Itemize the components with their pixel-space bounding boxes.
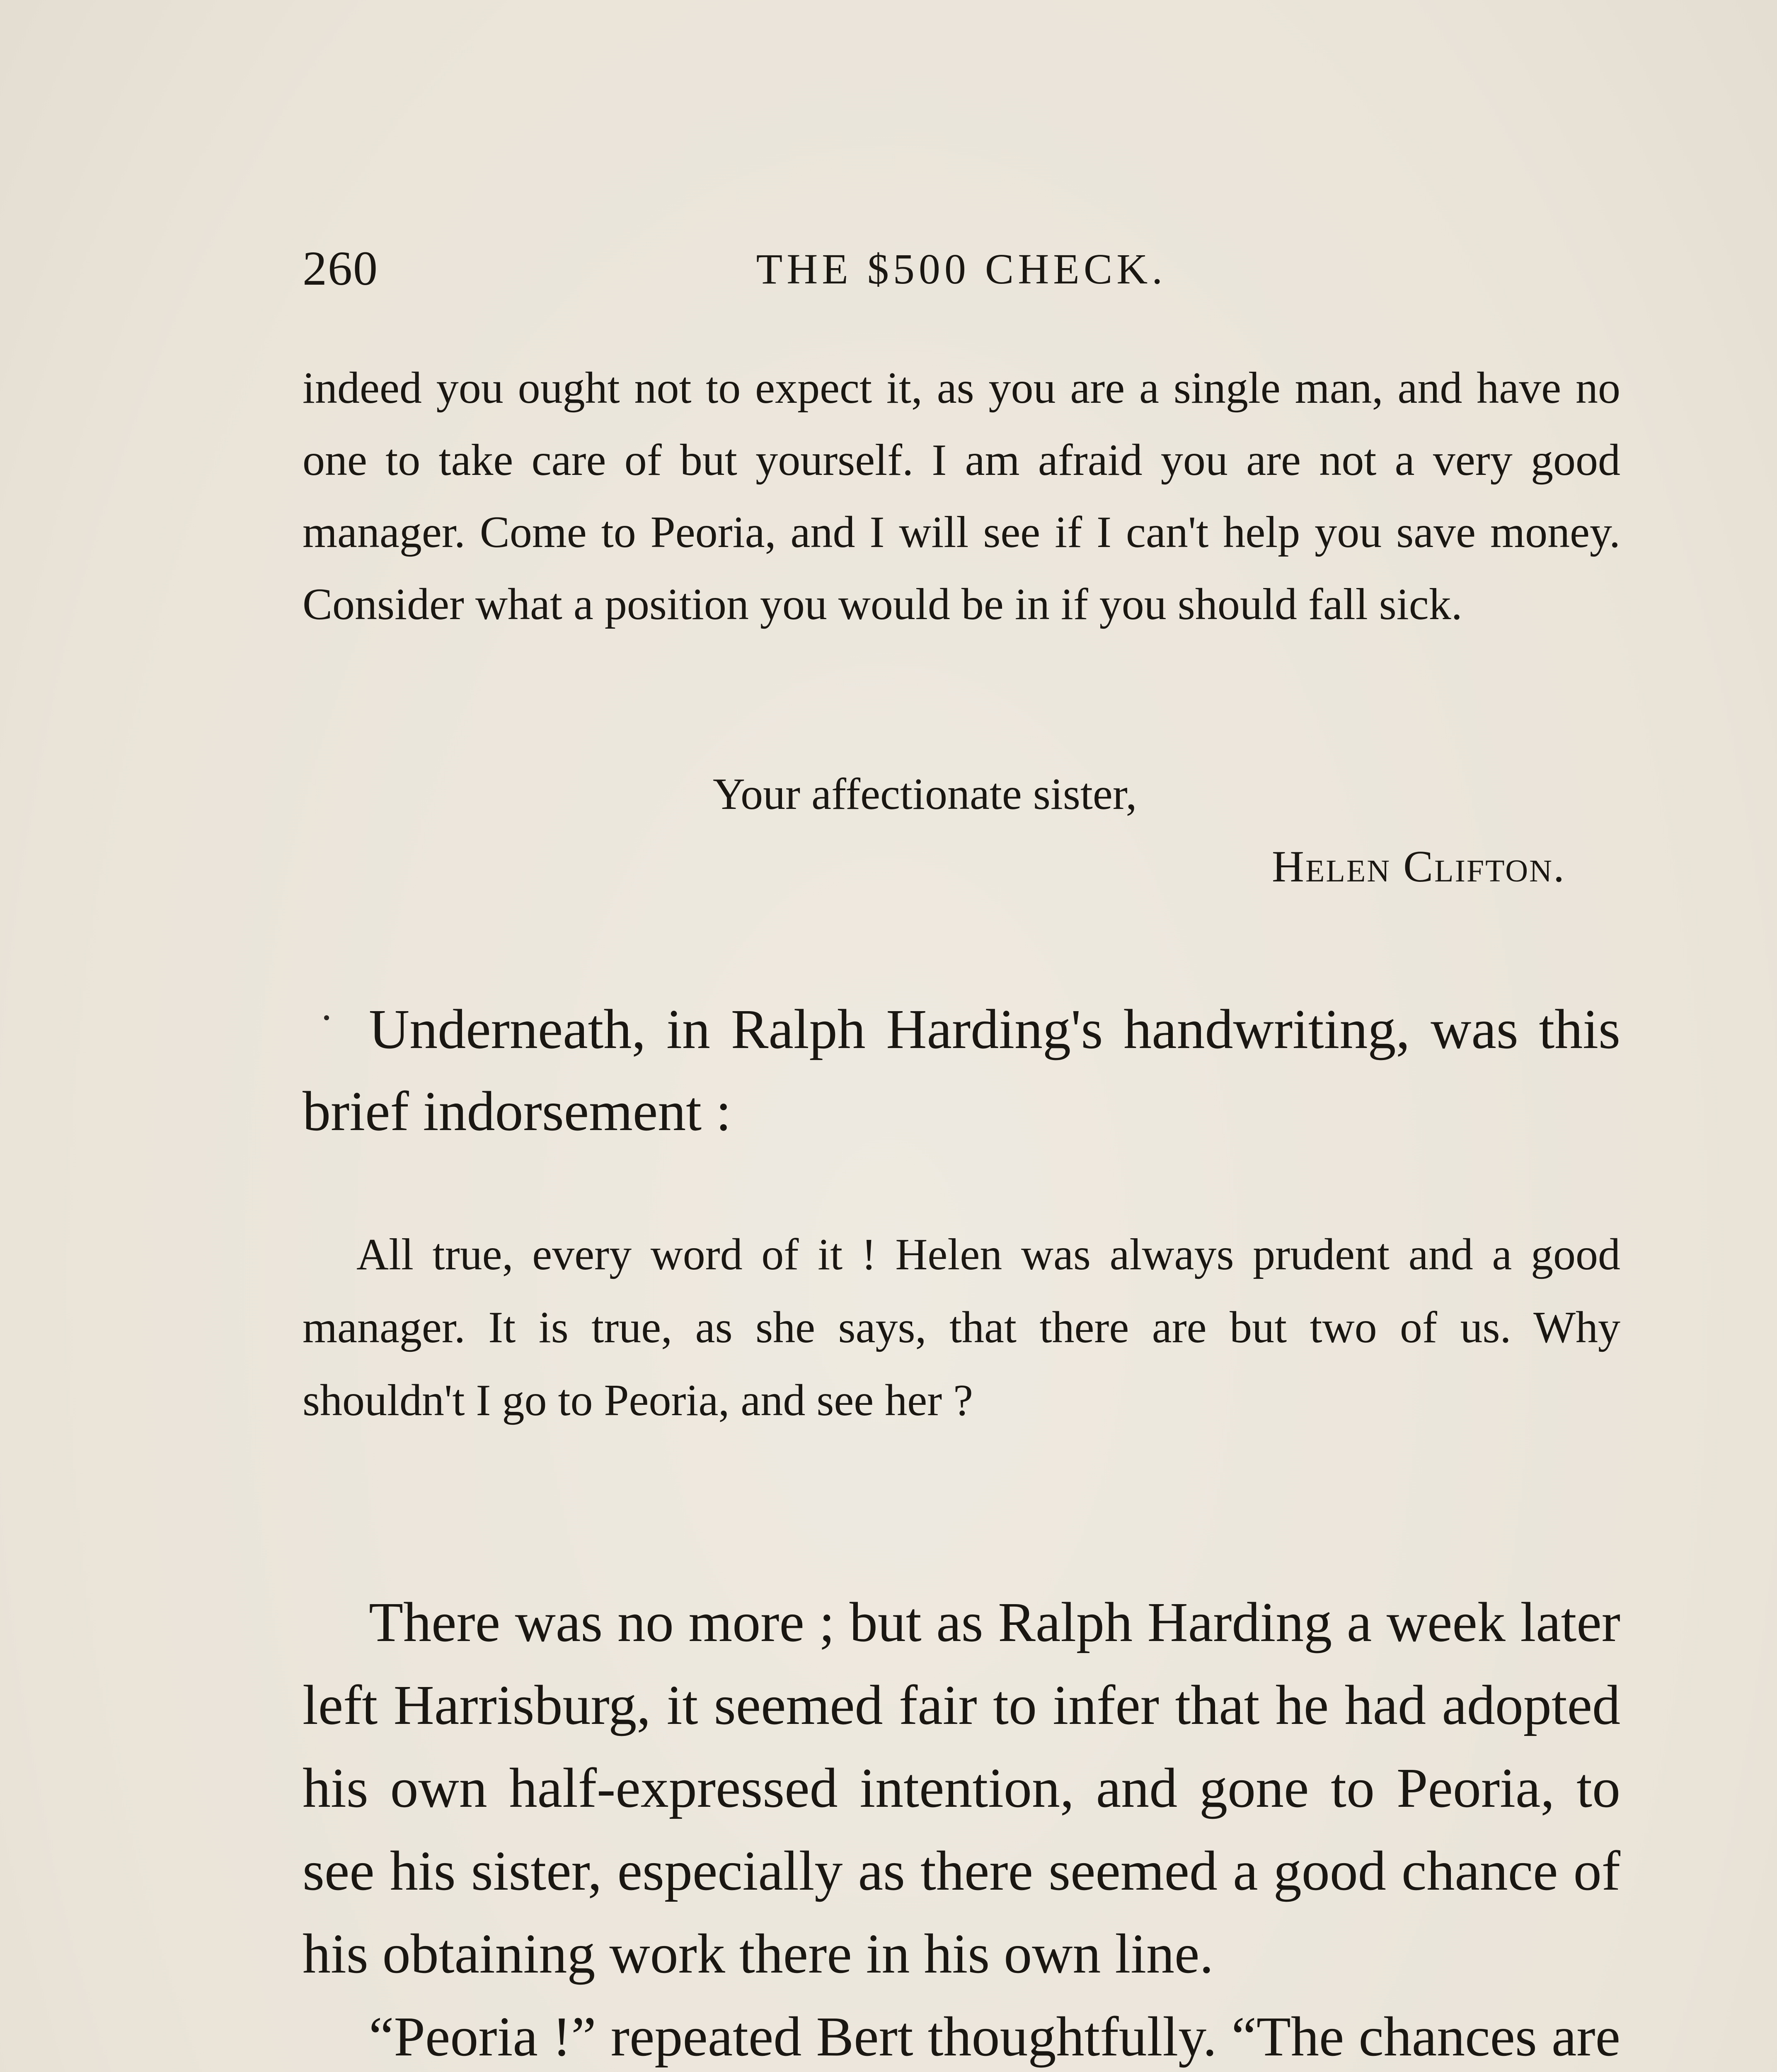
narrative-paragraph-3: “Peoria !” repeated Bert thoughtfully. “The chances are [369, 2006, 1620, 2068]
letter-body: indeed you ought not to expect it, as you are a single man, and have no one to take care of but yourself. I am afraid you are not a very good manager. Come to Peoria, and I will see if I can't help you save money. Consider what a position you would be in if you should fall sick. [303, 363, 1620, 629]
letter-signature: Helen Clifton. [1271, 842, 1566, 891]
page-number: 260 [303, 241, 378, 295]
page-header [303, 232, 1620, 298]
narrative-paragraph-2: There was no more ; but as Ralph Harding a week later left Harrisburg, it seemed fair to infer that he had adopted his own half-expressed intention, and gone to Peoria, to see his sister, especially as there seemed a good chance of his obtaining work there in his own line. [303, 1591, 1620, 1985]
indorsement-text: All true, every word of it ! Helen was always prudent and a good manager. It is true, as she says, that there are but two of us. Why shouldn't I go to Peoria, and see her ? [303, 1230, 1620, 1425]
narrative-section-2 [303, 1581, 1620, 2072]
running-head: THE $500 CHECK. [756, 245, 1167, 293]
narrative-paragraph-1: Underneath, in Ralph Harding's handwriting, was this brief indorsement : [303, 998, 1620, 1143]
letter-closing: Your affectionate sister, [713, 770, 1137, 819]
